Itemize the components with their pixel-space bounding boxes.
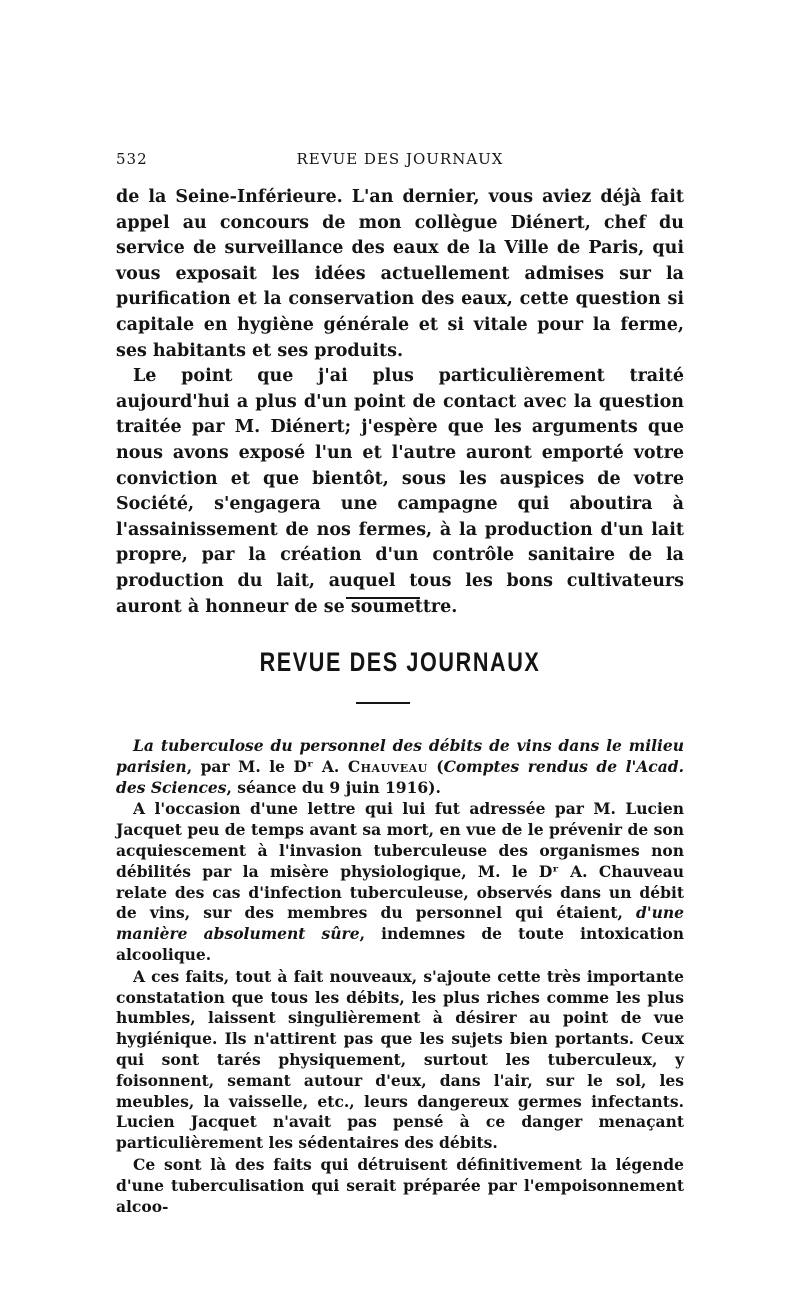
paragraph: Le point que j'ai plus particulièrement traité aujourd'hui a plus d'un point de contact avec la question traitée par M. Diénert; j'espère que les arguments que nous avons exposé l'un et l'autre auront emporté votre conviction et que bientôt, sous les auspices de votre Société, s'engagera une campagne qui aboutira à l'assainissement de nos fermes, à la production d'un lait propre, par la création d'un contrôle sanitaire de la production du lait, auquel tous les bons cultivateurs auront à honneur de se soumettre. [116, 366, 684, 617]
paragraph: de la Seine-Inférieure. L'an dernier, vous aviez déjà fait appel au concours de mon collègue Diénert, chef du service de surveillance des eaux de la Ville de Paris, qui vous exposait les idées actuellement admises sur la purification et la conservation des eaux, cette question si capitale en hygiène générale et si vitale pour la ferme, ses habitants et ses produits. [116, 187, 684, 361]
paragraph: Ce sont là des faits qui détruisent définitivement la légende d'une tuberculisation qui serait préparée par l'empoisonnement alcoo- [116, 1154, 684, 1216]
citation-author: Chauveau [347, 756, 428, 776]
citation: La tuberculose du personnel des débits de vins dans le milieu parisien, par M. le Dʳ A. Chauveau (Comptes rendus de l'Acad. des Sciences, séance du 9 juin 1916). [116, 736, 684, 797]
paragraph: A l'occasion d'une lettre qui lui fut adressée par M. Lucien Jacquet peu de temps avant sa mort, en vue de le prévenir de son acquiescement à l'invasion tuberculeuse des organismes non débilités par la misère physiologique, M. le Dʳ A. Chauveau relate des cas d'infection tuberculeuse, observés dans un débit de vins, sur des membres du personnel qui étaient, d'une manière absolument sûre, indemnes de toute intoxication alcoolique. [116, 799, 684, 964]
citation-title: La tuberculose du personnel des débits de vins dans le milieu parisien [116, 736, 684, 776]
running-head [116, 150, 684, 170]
divider-rule-bottom [356, 702, 410, 704]
citation-source: Comptes rendus de l'Acad. des Sciences [116, 756, 684, 797]
divider-rule-top [346, 597, 420, 599]
paragraph: A ces faits, tout à fait nouveaux, s'ajoute cette très importante constatation que tous les débits, les plus riches comme les plus humbles, laissent singulièrement à désirer au point de vue hygiénique. Ils n'attirent pas que les sujets bien portants. Ceux qui sont tarés physiquement, surtout les tuberculeux, y foisonnent, semant autour d'eux, dans l'air, sur le sol, les meubles, la vaisselle, etc., leurs dangereux germes infectants. Lucien Jacquet n'avait pas pensé à ce danger menaçant particulièrement les sédentaires des débits. [116, 966, 684, 1153]
continued-article [116, 185, 684, 620]
running-title: REVUE DES JOURNAUX [296, 150, 504, 168]
section-title: REVUE DES JOURNAUX [259, 647, 541, 677]
page-number: 532 [116, 150, 148, 168]
journal-review [116, 736, 684, 1217]
